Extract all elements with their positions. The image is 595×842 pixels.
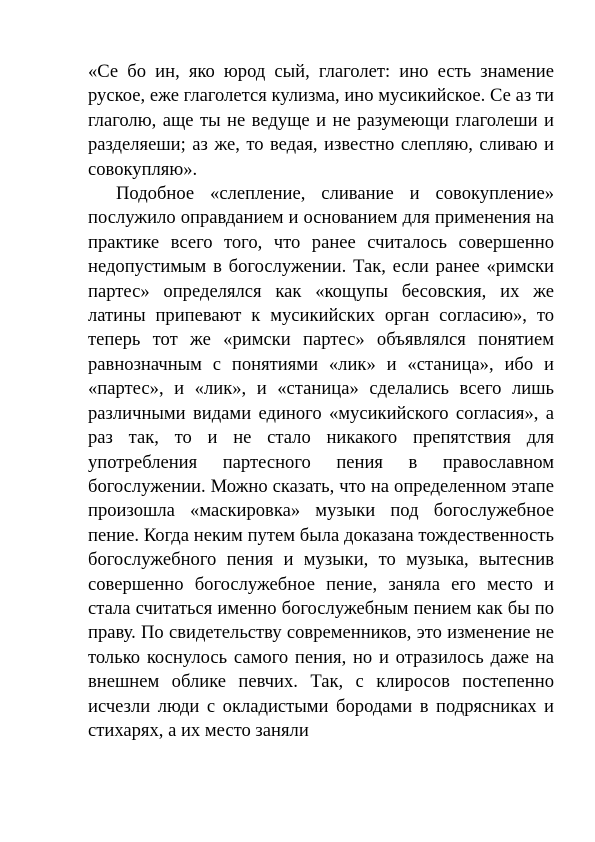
document-page	[88, 60, 554, 743]
main-paragraph: Подобное «слепление, сливание и совокупление» послужило оправданием и основанием для применения на практике всего того, что ранее считалось совершенно недопустимым в богослужении. Так, если ранее «римски партес» определялся как «кощупы бесовския, их же латины припевают к мусикийских орган согласию», то теперь тот же «римски партес» объявлялся понятием равнозначным с понятиями «лик» и «станица», ибо и «партес», и «лик», и «станица» сделались всего лишь различными видами единого «мусикийского согласия», а раз так, то и не стало никакого препятствия для употребления партесного пения в православном богослужении. Можно сказать, что на определенном этапе произошла «маскировка» музыки под богослужебное пение. Когда неким путем была доказана тождественность богослужебного пения и музыки, то музыка, вытеснив совершенно богослужебное пение, заняла его место и стала считаться именно богослужебным пением как бы по праву. По свидетельству современников, это изменение не только коснулось самого пения, но и отразилось даже на внешнем облике певчих. Так, с клиросов постепенно исчезли люди с окладистыми бородами в подрясниках и стихарях, а их место заняли	[88, 183, 554, 741]
quote-paragraph: «Се бо ин, яко юрод сый, глаголет: ино есть знамение руское, еже глаголется кулизма, ино мусикийское. Се аз ти глаголю, аще ты не ведуще и не разумеющи глаголеши и разделяеши; аз же, то ведая, известно слепляю, сливаю и совокупляю».	[88, 61, 554, 180]
